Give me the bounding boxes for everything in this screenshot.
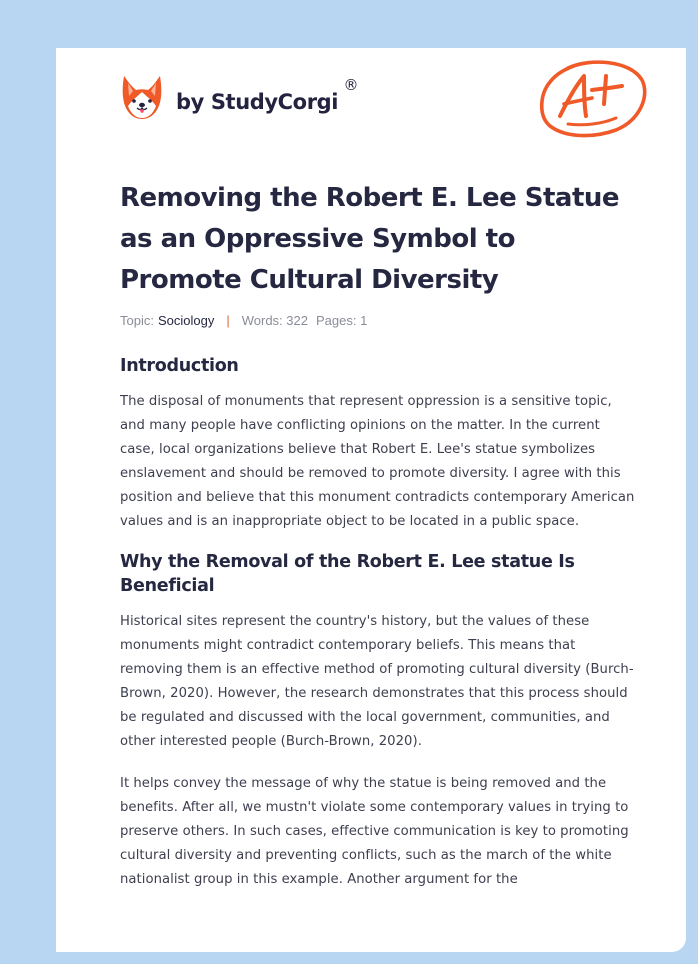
topic-label: Topic: <box>120 313 154 328</box>
registered-mark: ® <box>343 76 359 94</box>
studycorgi-logo[interactable] <box>120 74 359 120</box>
word-count: Words: 322 <box>241 313 308 328</box>
article-meta <box>120 313 635 328</box>
paragraph: The disposal of monuments that represent oppression is a sensitive topic, and many people have conflicting opinions on the matter. In the current case, local organizations believe that Robert E. Lee's statue symbolizes enslavement and should be removed to promote diversity. I agree with this position and believe that this monument contradicts contemporary American values and is an inappropriate object to be located in a public space. <box>120 394 635 529</box>
page-header <box>56 48 686 158</box>
article-title: Removing the Robert E. Lee Statue as an Oppressive Symbol to Promote Cultural Diversity <box>120 183 620 295</box>
paragraph: It helps convey the message of why the statue is being removed and the benefits. After all, we mustn't violate some contemporary values in trying to preserve others. In such cases, effective communication is key to promoting cultural diversity and preventing conflicts, such as the march of the white nationalist group in this example. Another argument for the <box>120 776 629 887</box>
paragraph: Historical sites represent the country's history, but the values of these monuments might contradict contemporary beliefs. This means that removing them is an effective method of promoting cultural diversity (Burch-Brown, 2020). However, the research demonstrates that this process should be regulated and discussed with the local government, communities, and other interested people (Burch-Brown, 2020). <box>120 614 634 749</box>
page-count: Pages: 1 <box>315 313 368 328</box>
corgi-icon <box>120 74 164 120</box>
logo-wordmark: by StudyCorgi <box>176 90 339 114</box>
section-heading-introduction: Introduction <box>120 356 239 376</box>
topic-link[interactable]: Sociology <box>157 313 215 328</box>
meta-separator: | <box>226 313 230 328</box>
document-card <box>56 48 686 952</box>
logo-text <box>176 76 359 114</box>
a-plus-grade-icon <box>538 58 650 142</box>
section-heading-why-removal-beneficial: Why the Removal of the Robert E. Lee statue Is Beneficial <box>120 552 575 596</box>
article-content <box>120 178 635 892</box>
